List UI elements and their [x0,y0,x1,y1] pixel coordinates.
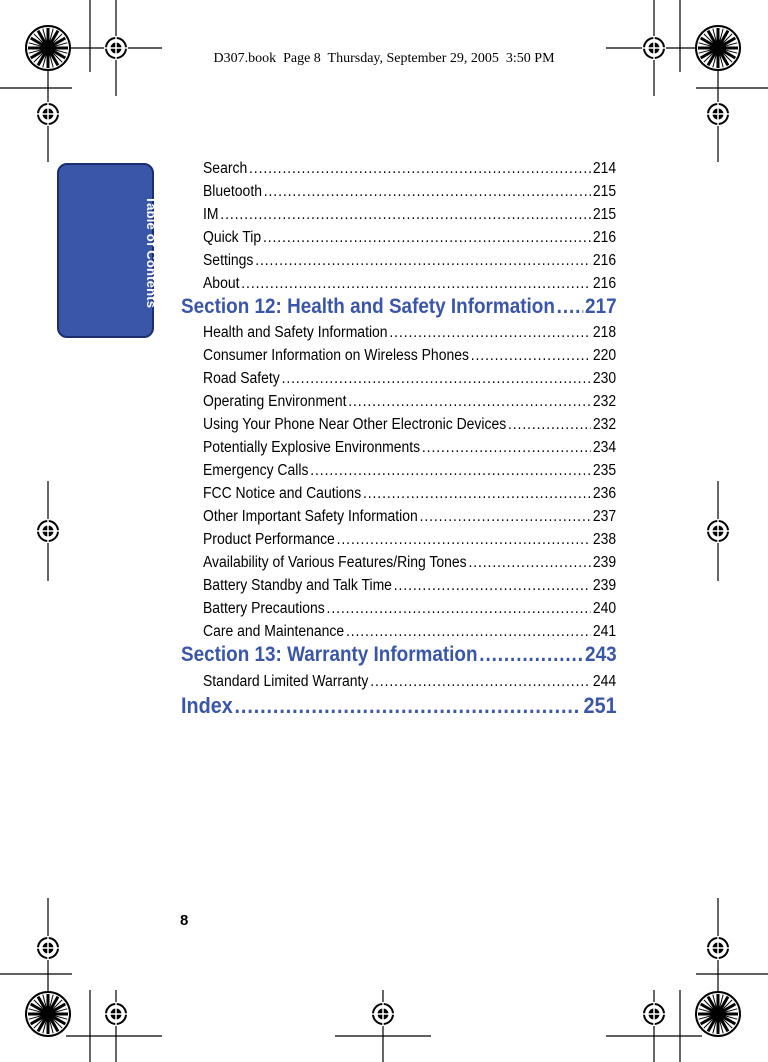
toc-entry-page: 217 [585,295,617,318]
toc-entry-page: 239 [592,577,617,594]
toc-entry-page: 216 [592,275,617,292]
toc-entry-page: 237 [592,508,617,525]
toc-entry-page: 232 [592,393,617,410]
toc-entry-title: FCC Notice and Cautions [203,485,362,502]
toc-entry-title: Consumer Information on Wireless Phones [203,347,469,364]
toc-entry-page: 244 [592,673,617,690]
toc-entry-title: Bluetooth [203,183,262,200]
toc-entry-title: Road Safety [203,370,280,387]
toc-entry-title: Health and Safety Information [203,324,388,341]
page-number: 8 [180,912,189,929]
toc-entry-page: 220 [592,347,617,364]
toc-entry-title: Standard Limited Warranty [203,673,369,690]
toc-entry-page: 215 [592,206,617,223]
print-header-stamp: D307.book Page 8 Thursday, September 29, 2005 3:50 PM [213,51,555,66]
toc-entry-page: 230 [592,370,617,387]
toc-entry-page: 243 [585,643,617,666]
toc-entry-title: Index [181,693,233,718]
toc-entry-title: Potentially Explosive Environments [203,439,421,456]
toc-entry-title: Using Your Phone Near Other Electronic Devices [203,416,507,433]
toc-entry-page: 235 [592,462,617,479]
toc-entry-title: Search [203,160,248,177]
toc-entry-title: Quick Tip [203,229,262,246]
toc-entry-title: Emergency Calls [203,462,309,479]
toc-entry-page: 251 [583,693,617,718]
toc-entry-page: 236 [592,485,617,502]
toc-entry-title: Section 13: Warranty Information [181,643,478,666]
toc-entry-page: 216 [592,229,617,246]
toc-entry-title: Availability of Various Features/Ring Tones [203,554,467,571]
toc-entry-title: Product Performance [203,531,335,548]
toc-entry-title: Battery Standby and Talk Time [203,577,392,594]
toc-entry-title: Settings [203,252,254,269]
toc-entry-title: About [203,275,240,292]
toc-entry-title: Operating Environment [203,393,347,410]
toc-entry-page: 214 [592,160,617,177]
toc-entry-page: 239 [592,554,617,571]
toc-entry-page: 215 [592,183,617,200]
toc-entry-title: Section 12: Health and Safety Information [181,295,555,318]
toc-entry-page: 232 [592,416,617,433]
toc-entry-title: Battery Precautions [203,600,325,617]
toc-entry-title: Care and Maintenance [203,623,345,640]
toc-entry-page: 234 [592,439,617,456]
toc-entry-page: 218 [592,324,617,341]
toc-entry-page: 216 [592,252,617,269]
toc-entry-page: 238 [592,531,617,548]
side-tab-label: Table of Contents [144,196,159,309]
toc-entry-title: Other Important Safety Information [203,508,418,525]
toc-entry-title: IM [203,206,219,223]
toc-entry-page: 241 [592,623,617,640]
toc-entry-page: 240 [592,600,617,617]
